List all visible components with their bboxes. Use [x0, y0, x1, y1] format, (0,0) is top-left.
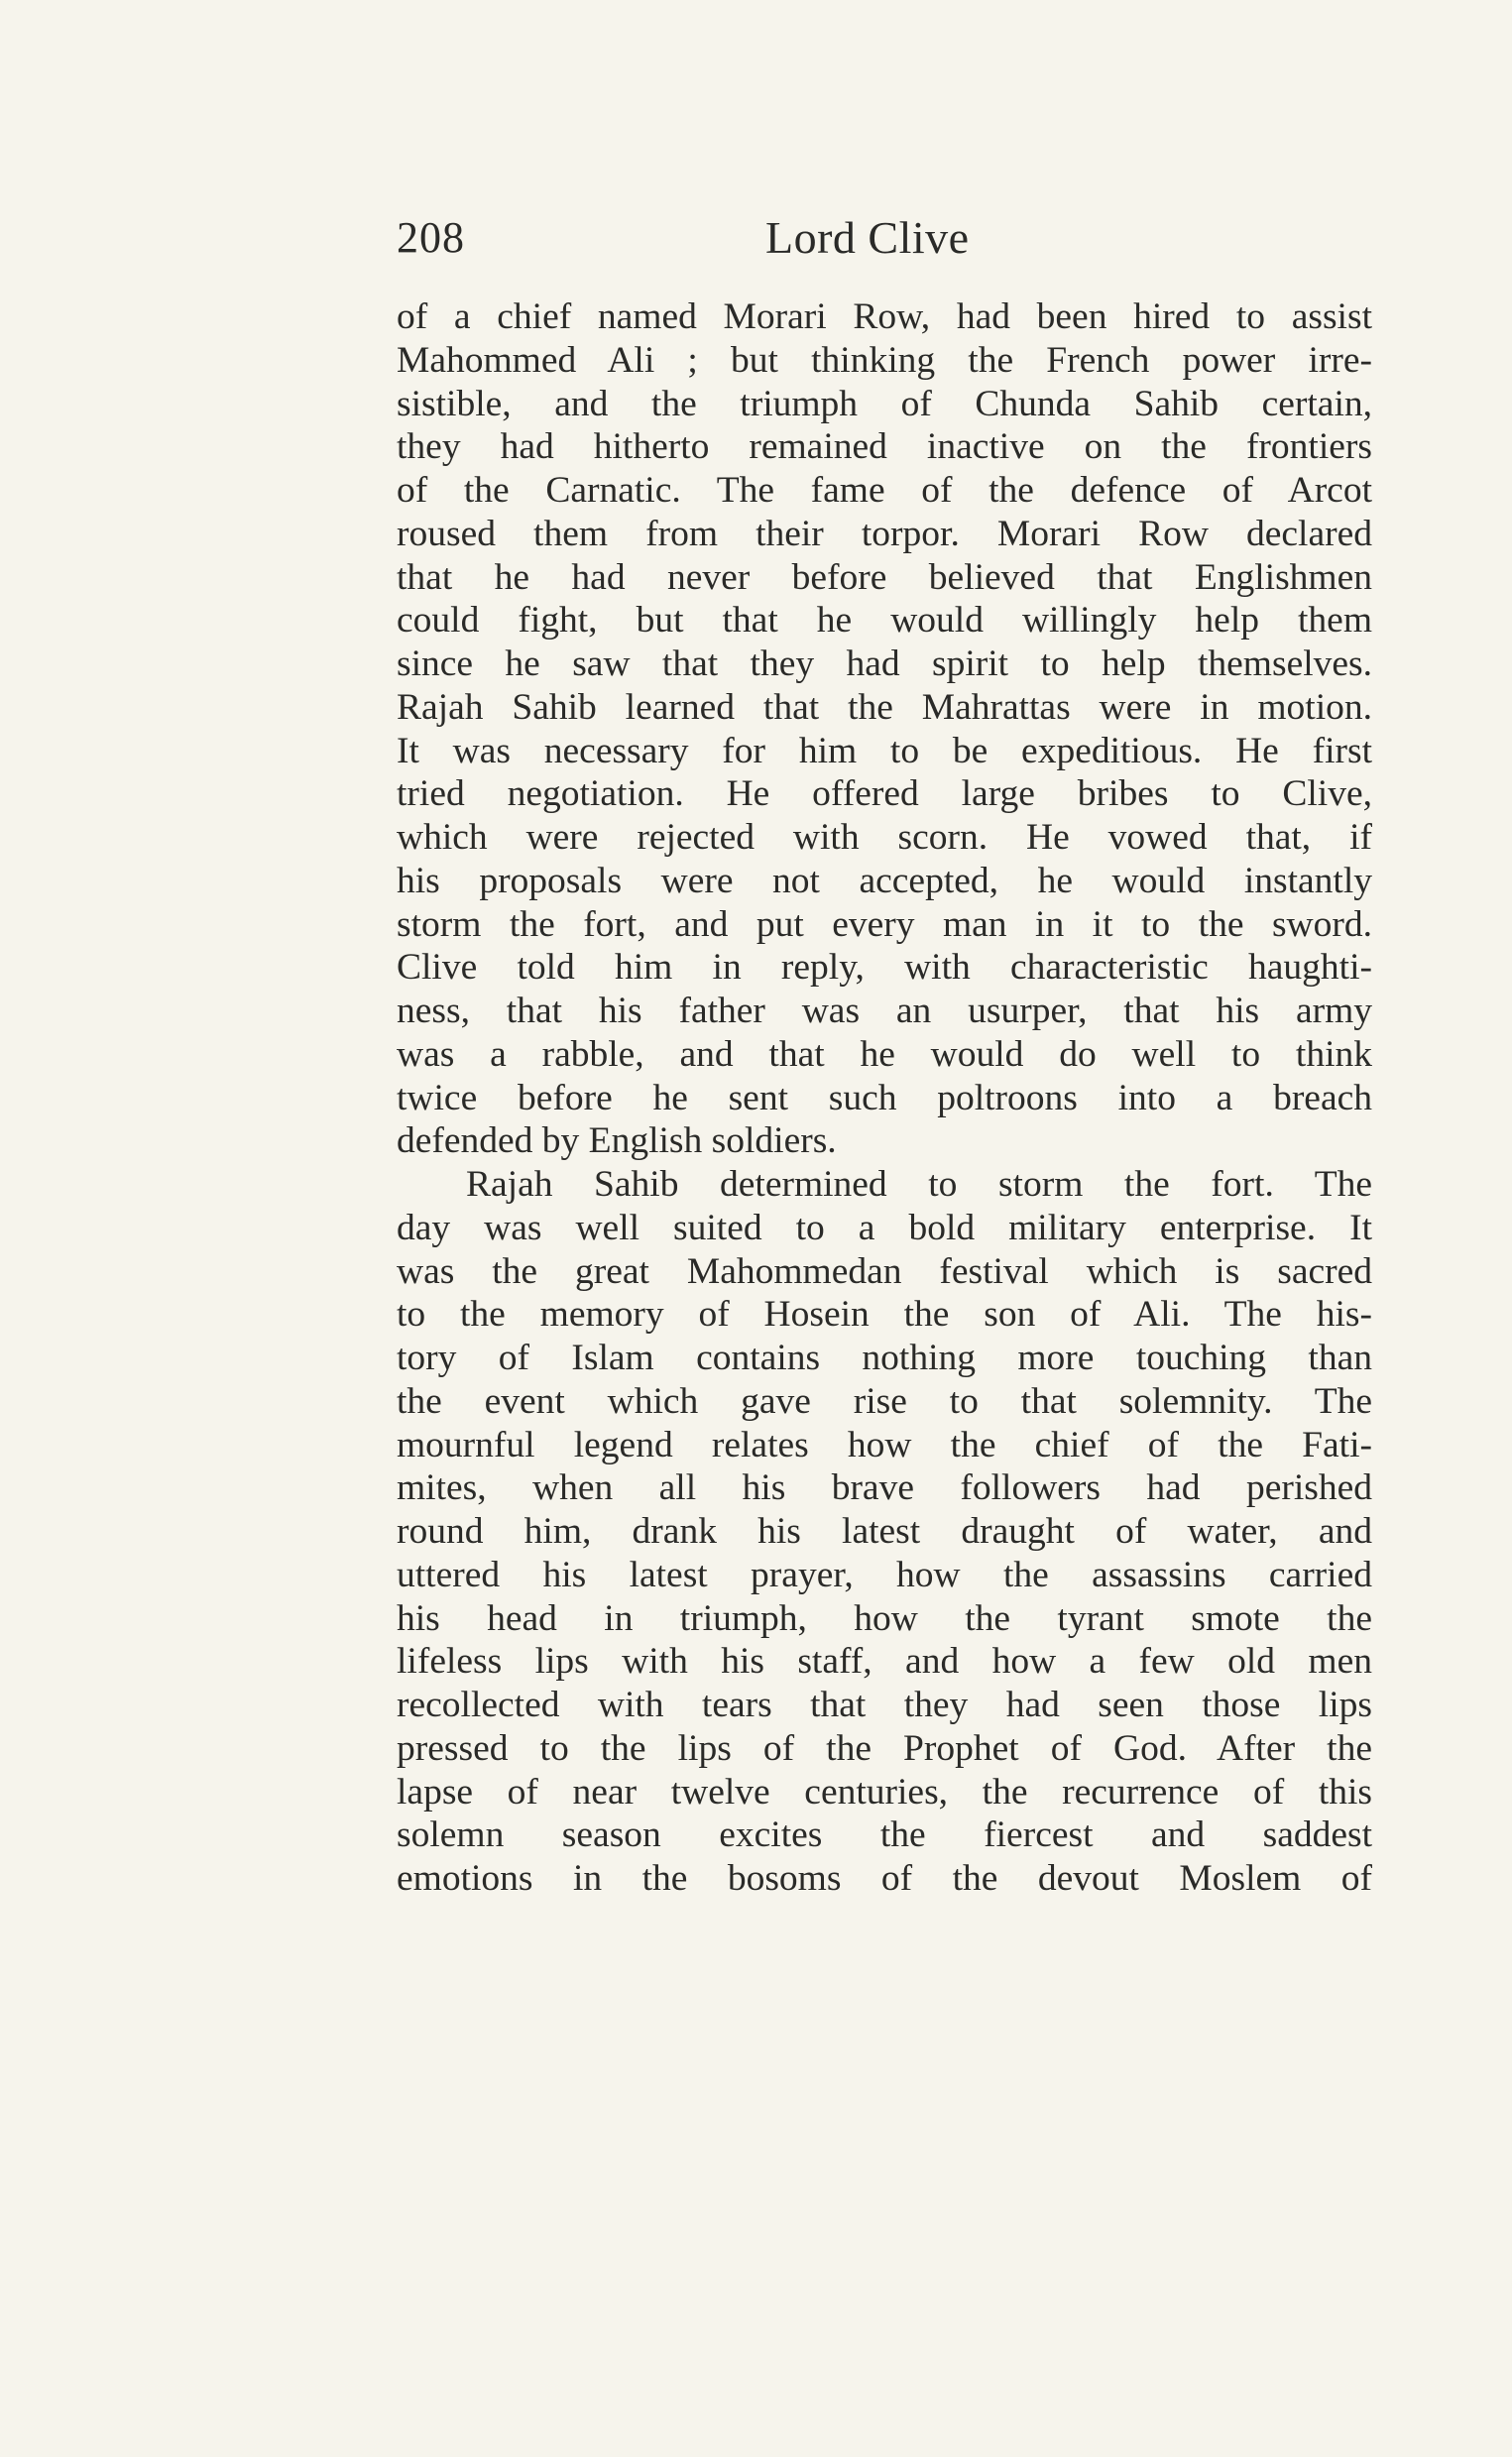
text-line: pressed to the lips of the Prophet of God. After the — [397, 1727, 1372, 1769]
text-line: uttered his latest prayer, how the assassins carried — [397, 1554, 1372, 1595]
text-line: Rajah Sahib determined to storm the fort. The — [466, 1164, 1372, 1205]
text-line: was the great Mahommedan festival which is sacred — [397, 1250, 1372, 1292]
text-line: Rajah Sahib learned that the Mahrattas were in motion. — [397, 686, 1372, 728]
text-line: his head in triumph, how the tyrant smote the — [397, 1597, 1372, 1639]
running-title: Lord Clive — [765, 212, 970, 263]
text-line: recollected with tears that they had seen those lips — [397, 1685, 1372, 1725]
text-line: roused them from their torpor. Morari Row declared — [397, 513, 1372, 554]
text-line: twice before he sent such poltroons into a breach — [397, 1077, 1372, 1118]
page-number: 208 — [397, 213, 465, 262]
text-line: round him, drank his latest draught of water, and — [397, 1511, 1372, 1552]
text-line: storm the fort, and put every man in it to the sword. — [397, 903, 1372, 945]
text-line: of a chief named Morari Row, had been hired to assist — [397, 296, 1372, 337]
text-line: Clive told him in reply, with characteristic haughti- — [397, 947, 1372, 989]
text-line: It was necessary for him to be expeditious. He first — [397, 730, 1372, 771]
text-line: which were rejected with scorn. He vowed that, if — [397, 817, 1372, 858]
text-line: Mahommed Ali ; but thinking the French power irre- — [397, 339, 1372, 381]
paragraph — [397, 1163, 1372, 1901]
text-line: ness, that his father was an usurper, that his army — [397, 991, 1372, 1031]
text-line: lifeless lips with his staff, and how a few old men — [397, 1641, 1372, 1683]
text-line: solemn season excites the fiercest and saddest — [397, 1814, 1372, 1856]
text-line: mournful legend relates how the chief of the Fati- — [397, 1424, 1372, 1465]
paragraph — [397, 295, 1372, 1163]
text-line: the event which gave rise to that solemnity. The — [397, 1380, 1372, 1422]
body-text — [397, 295, 1372, 1901]
text-line: sistible, and the triumph of Chunda Sahib certain, — [397, 383, 1372, 424]
text-line: to the memory of Hosein the son of Ali. The his- — [397, 1294, 1372, 1336]
text-line: was a rabble, and that he would do well to think — [397, 1033, 1372, 1075]
page-header — [397, 203, 1378, 273]
text-line: tory of Islam contains nothing more touching than — [397, 1338, 1372, 1378]
text-line: day was well suited to a bold military enterprise. It — [397, 1207, 1372, 1248]
text-line: defended by English soldiers. — [397, 1120, 837, 1162]
text-line: since he saw that they had spirit to help themselves. — [397, 644, 1372, 684]
text-line: they had hitherto remained inactive on the frontiers — [397, 426, 1372, 468]
text-line: that he had never before believed that Englishmen — [397, 556, 1372, 598]
text-line: could fight, but that he would willingly help them — [397, 600, 1372, 642]
text-line: tried negotiation. He offered large bribes to Clive, — [397, 773, 1372, 815]
text-line: of the Carnatic. The fame of the defence of Arcot — [397, 470, 1372, 511]
text-line: emotions in the bosoms of the devout Moslem of — [397, 1858, 1372, 1899]
text-line: lapse of near twelve centuries, the recurrence of this — [397, 1771, 1372, 1813]
text-line: mites, when all his brave followers had perished — [397, 1467, 1372, 1509]
text-line: his proposals were not accepted, he would instantly — [397, 860, 1372, 901]
